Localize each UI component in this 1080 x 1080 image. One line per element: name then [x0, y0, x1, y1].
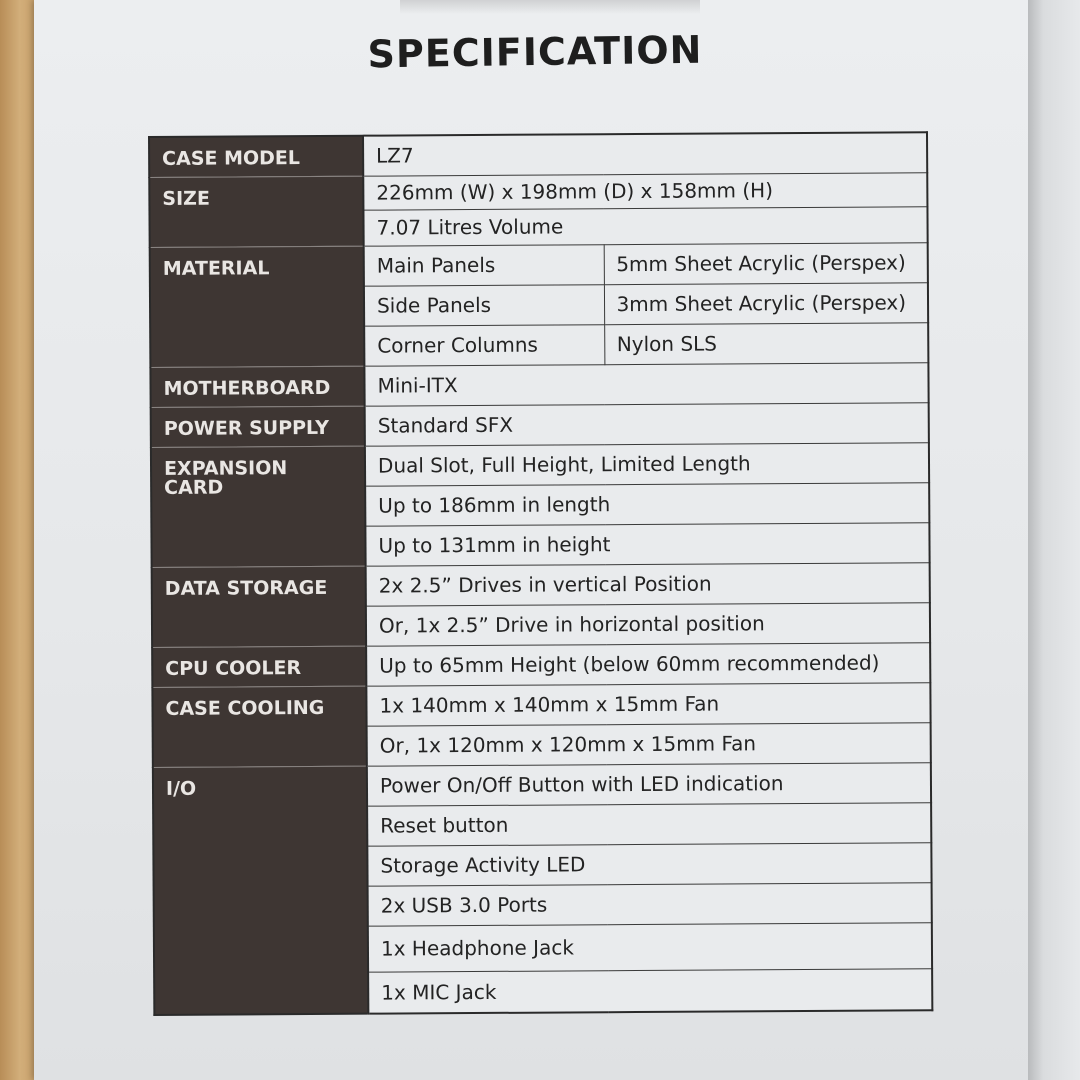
spec-value: Power On/Off Button with LED indication	[367, 762, 931, 805]
spec-label: CASE COOLING	[152, 686, 366, 767]
table-row	[153, 762, 931, 807]
spec-label: I/O	[153, 766, 369, 1015]
material-value: Nylon SLS	[604, 322, 928, 364]
material-value: 5mm Sheet Acrylic (Perspex)	[604, 242, 928, 284]
spec-value: Storage Activity LED	[367, 842, 931, 885]
spec-value: Up to 131mm in height	[365, 522, 929, 565]
spec-value: 1x Headphone Jack	[368, 922, 932, 971]
spec-value: 7.07 Litres Volume	[363, 206, 927, 245]
spec-value: Up to 65mm Height (below 60mm recommended)	[366, 642, 930, 685]
spec-label: CPU COOLER	[152, 646, 366, 687]
spec-value: 226mm (W) x 198mm (D) x 158mm (H)	[363, 172, 927, 209]
table-row	[151, 442, 929, 487]
material-part: Corner Columns	[364, 324, 604, 365]
spec-table-wrapper	[148, 131, 931, 1016]
table-row	[152, 562, 930, 607]
spec-value: Mini-ITX	[364, 362, 928, 405]
spec-value: Up to 186mm in length	[365, 482, 929, 525]
table-row	[152, 642, 930, 687]
spec-label: POWER SUPPLY	[151, 406, 365, 447]
spec-value: 1x MIC Jack	[368, 968, 932, 1013]
spec-value: Or, 1x 120mm x 120mm x 15mm Fan	[367, 722, 931, 765]
table-row	[152, 682, 930, 727]
page-stack-edge	[1028, 0, 1080, 1080]
table-row	[150, 242, 928, 287]
page-title: SPECIFICATION	[367, 27, 703, 77]
spec-value: Or, 1x 2.5” Drive in horizontal position	[366, 602, 930, 645]
material-value: 3mm Sheet Acrylic (Perspex)	[604, 282, 928, 324]
bleed-through-text	[400, 0, 700, 14]
spec-value: LZ7	[363, 132, 927, 175]
table-row	[149, 132, 927, 177]
material-part: Side Panels	[364, 284, 604, 325]
spec-value: Reset button	[367, 802, 931, 845]
spec-value: 2x USB 3.0 Ports	[368, 882, 932, 925]
table-row	[151, 402, 929, 447]
spec-value: Dual Slot, Full Height, Limited Length	[365, 442, 929, 485]
spec-value: 1x 140mm x 140mm x 15mm Fan	[366, 682, 930, 725]
spec-value: 2x 2.5” Drives in vertical Position	[366, 562, 930, 605]
spec-label: SIZE	[149, 176, 363, 247]
spec-label: DATA STORAGE	[152, 566, 366, 647]
spec-value: Standard SFX	[365, 402, 929, 445]
table-row	[150, 362, 928, 407]
spec-label: CASE MODEL	[149, 136, 363, 177]
material-part: Main Panels	[364, 244, 604, 285]
spec-table	[148, 131, 933, 1016]
spec-label: MATERIAL	[150, 246, 365, 367]
spec-label: EXPANSION CARD	[151, 446, 366, 567]
spec-label: MOTHERBOARD	[150, 366, 364, 407]
table-row	[149, 172, 927, 211]
